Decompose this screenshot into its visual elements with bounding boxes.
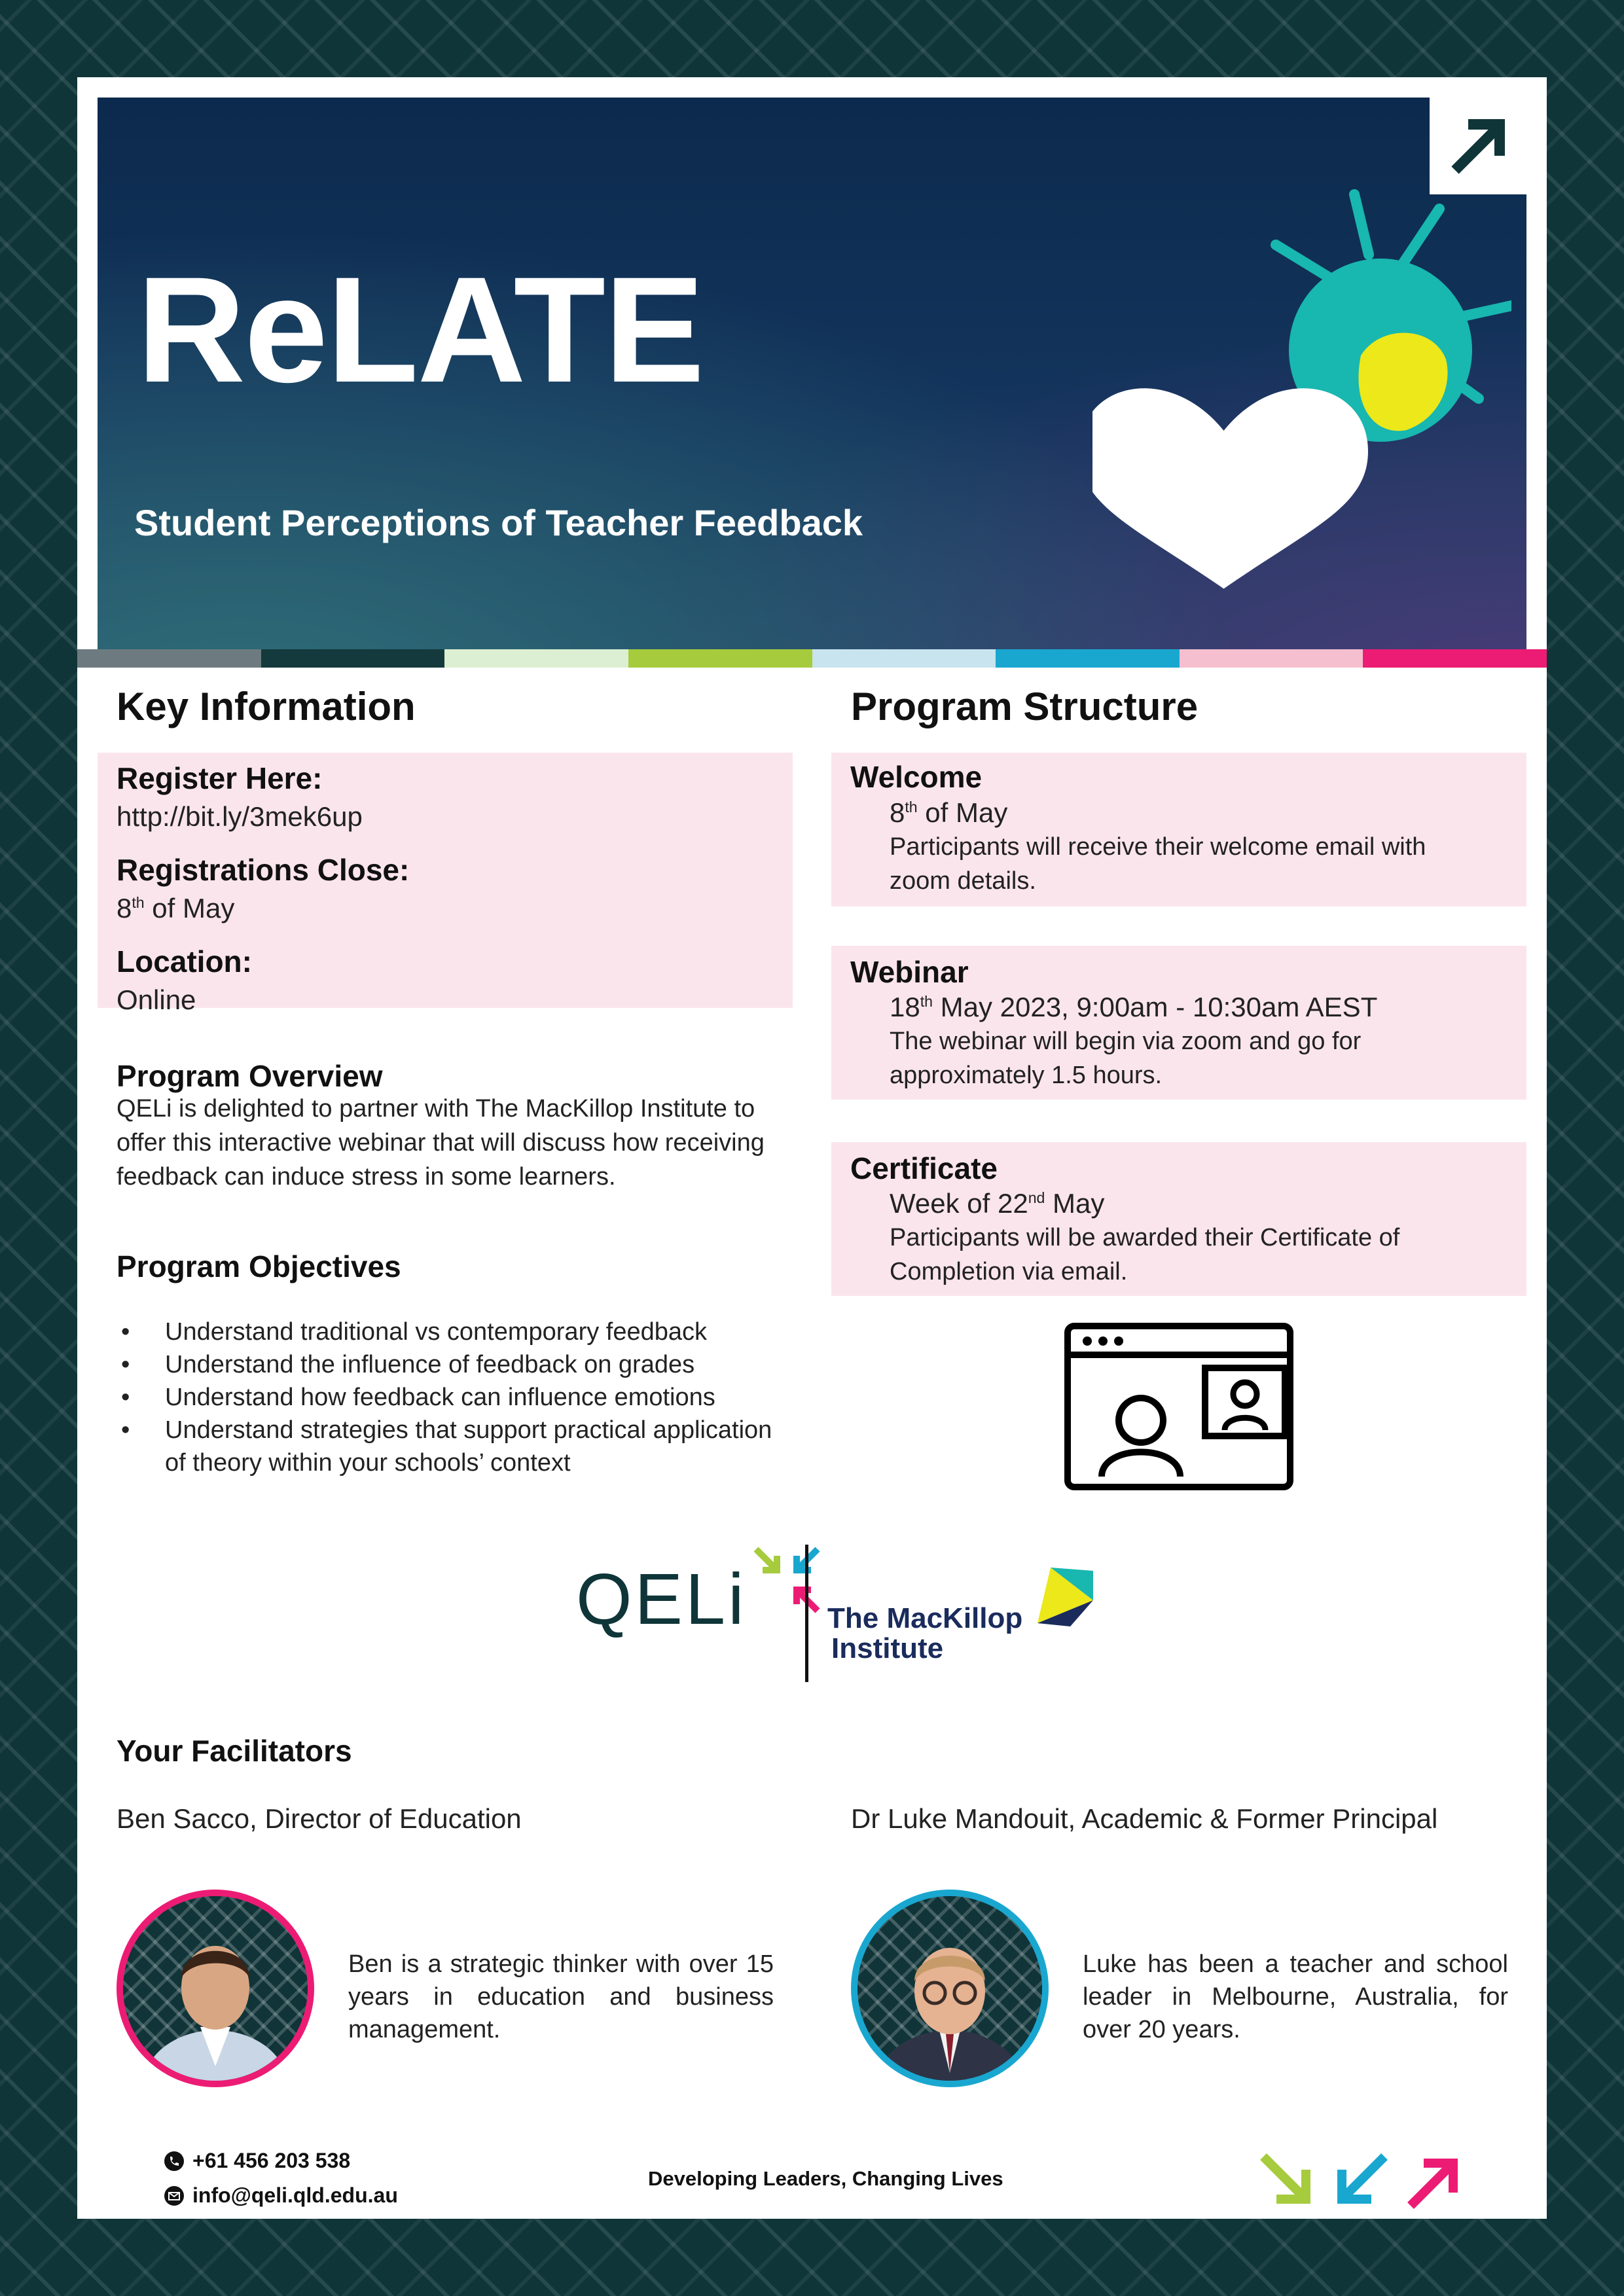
certificate-date: Week of 22nd May [890,1188,1105,1219]
stripe-segment [261,649,445,668]
hero-subtitle: Student Perceptions of Teacher Feedback [134,502,863,543]
objective-item: • Understand the influence of feedback on grades [118,1348,772,1381]
key-info-box [98,753,793,1015]
facilitator-bio-luke: Luke has been a teacher and school leader in Melbourne, Australia, for over 20 years. [1083,1950,1508,2043]
certificate-title: Certificate [850,1151,998,1185]
stripe-segment [1363,649,1547,668]
location-label: Location: [117,944,252,978]
register-label: Register Here: [117,761,323,795]
certificate-desc: Participants will be awarded their Certificate of Completion via email. [890,1224,1400,1285]
email-icon [164,2185,185,2206]
registration-close-label: Registrations Close: [117,853,410,887]
structure-heading: Program Structure [851,685,1199,728]
heart-sun-illustration [1092,156,1511,615]
phone-number[interactable]: +61 456 203 538 [192,2149,351,2172]
registration-close-date: 8th of May [117,893,235,924]
objectives-heading: Program Objectives [117,1249,401,1283]
facilitator-bio-ben: Ben is a strategic thinker with over 15 years in education and business management. [348,1950,774,2043]
qeli-logo [576,1558,823,1641]
objective-item: • Understand traditional vs contemporary feedback [118,1316,772,1348]
phone-contact [164,2149,350,2173]
key-info-heading: Key Information [117,685,416,728]
avatar-ben [117,1890,314,2087]
welcome-desc: Participants will receive their welcome email with zoom details. [890,833,1426,895]
qeli-wordmark: QELi [576,1559,747,1640]
certificate-box [831,1142,1526,1296]
email-contact [164,2183,398,2208]
webinar-box [831,946,1526,1100]
location-value: Online [117,984,196,1015]
register-link[interactable]: http://bit.ly/3mek6up [117,801,363,832]
webinar-title: Webinar [850,955,969,989]
objective-item: • Understand strategies that support practical application of theory within your schools’ context [118,1414,772,1479]
welcome-box [831,753,1526,906]
facilitator-name-luke: Dr Luke Mandouit, Academic & Former Principal [851,1803,1438,1834]
mackillop-line2: Institute [831,1632,944,1664]
objective-item: • Understand how feedback can influence emotions [118,1381,772,1414]
footer-arrows-icon [1254,2150,1470,2212]
overview-heading: Program Overview [117,1059,383,1093]
stripe-segment [628,649,812,668]
facilitator-name-ben: Ben Sacco, Director of Education [117,1803,522,1834]
overview-body: QELi is delighted to partner with The MacKillop Institute to offer this interactive webinar that will discuss how receiving feedback can induce stress in some learners. [117,1095,765,1191]
welcome-title: Welcome [850,760,983,794]
webinar-date: 18th May 2023, 9:00am - 10:30am AEST [890,992,1378,1022]
person-photo-icon [123,1896,308,2081]
video-call-icon [1064,1322,1294,1491]
stripe-segment [444,649,628,668]
phone-icon [164,2151,185,2172]
webinar-desc: The webinar will begin via zoom and go for approximately 1.5 hours. [890,1028,1362,1089]
hero-title: ReLATE [137,245,704,414]
email-address[interactable]: info@qeli.qld.edu.au [192,2183,398,2207]
logo-divider [805,1545,808,1682]
welcome-date: 8th of May [890,797,1008,828]
avatar-luke [851,1890,1049,2087]
color-stripe [77,649,1547,668]
arrow-up-right-icon [1442,110,1514,182]
stripe-segment [812,649,996,668]
footer-tagline: Developing Leaders, Changing Lives [648,2167,1003,2190]
arrow-corner-logo [1430,98,1526,194]
hero-banner [98,98,1526,649]
mackillop-logo [827,1604,1022,1664]
stripe-segment [77,649,261,668]
mackillop-line1: The MacKillop [827,1602,1023,1634]
mackillop-mark-icon [1031,1564,1096,1630]
objectives-list [118,1316,772,1479]
stripe-segment [996,649,1180,668]
stripe-segment [1180,649,1363,668]
facilitators-heading: Your Facilitators [117,1734,352,1768]
qeli-arrows-icon [751,1544,823,1616]
person-photo-icon [857,1896,1042,2081]
